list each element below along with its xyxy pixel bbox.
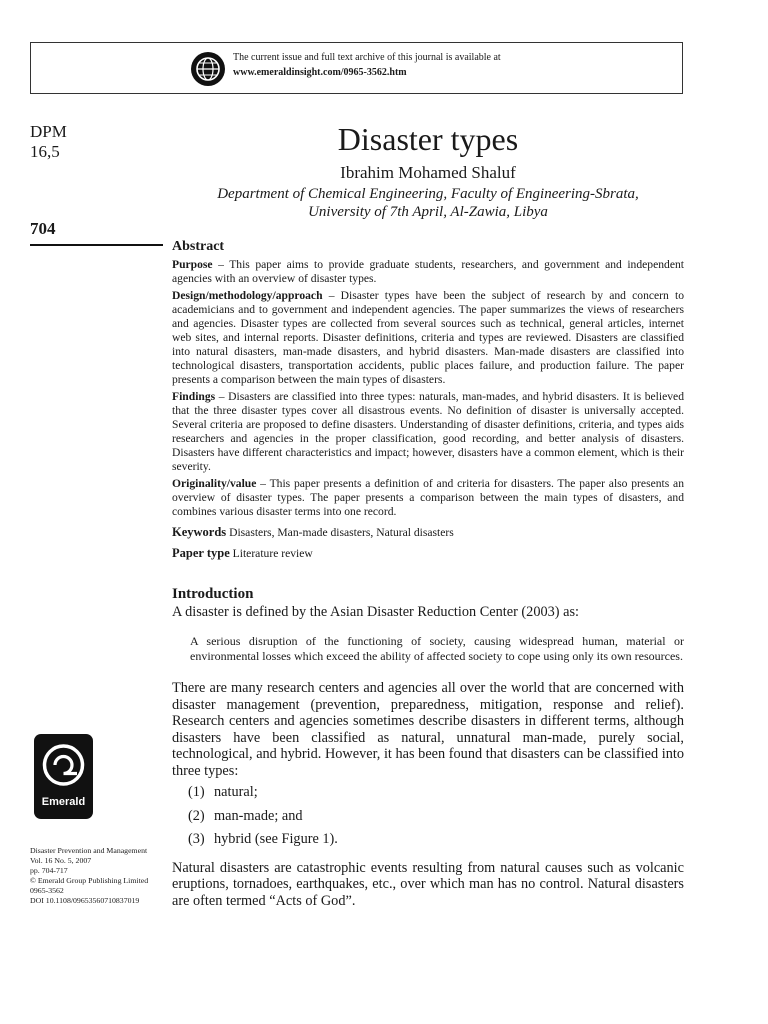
list-number: (3) xyxy=(188,831,205,847)
disaster-type-list xyxy=(188,784,684,848)
purpose-label: Purpose xyxy=(172,258,213,271)
body-paragraph-2: Natural disasters are catastrophic events resulting from natural causes such as volcanic eruptions, tornadoes, earthquakes, etc., over which man has no control. Natural disasters are often termed “Acts of God”. xyxy=(172,859,684,909)
intro-paragraph: A disaster is defined by the Asian Disaster Reduction Center (2003) as: xyxy=(172,603,579,620)
author-affiliation xyxy=(172,185,684,221)
page-number-rule xyxy=(30,244,163,246)
keywords-label: Keywords xyxy=(172,525,227,539)
page-number: 704 xyxy=(30,219,56,238)
publication-info xyxy=(30,846,148,906)
design-text: – Disaster types have been the subject of research by and concern to academicians and to government and independent agencies. The paper summarizes the views of researchers and agencies. Disaster types are collected from several sources such as technical, general articles, internet web sites, and internal reports. Disaster definitions, criteria and types are reviewed. Disasters are classified into natural disasters, man-made disasters, and hybrid disasters. Man-made disasters are classified into technological disasters, transportation accidents, public places failure, and production failure. The paper presents a comparison between the main types of disasters. xyxy=(172,289,684,386)
list-number: (2) xyxy=(188,807,205,824)
affiliation-line-1: Department of Chemical Engineering, Faculty of Engineering-Sbrata, xyxy=(217,186,639,202)
pub-volume: Vol. 16 No. 5, 2007 xyxy=(30,856,92,865)
archive-notice: The current issue and full text archive of this journal is available at xyxy=(233,52,501,63)
findings-label: Findings xyxy=(172,390,216,403)
pub-copyright: © Emerald Group Publishing Limited xyxy=(30,876,149,885)
paper-type-label: Paper type xyxy=(172,546,230,560)
abstract-findings xyxy=(172,390,684,474)
findings-text: – Disasters are classified into three types: naturals, man-mades, and hybrid disasters. It is believed that the three disaster types cover all disastrous events. No definition of disaster is universally accepted. Several criteria are proposed to define disasters. Understanding of disaster definitions, criteria, and types aids researchers and agencies in the proper classification, good recording, and better analysis of disasters. Disasters have different characteristics and impact; however, disasters have a common element, which is their severity. xyxy=(172,390,684,473)
abstract xyxy=(172,240,684,564)
body-paragraph-1: There are many research centers and agencies all over the world that are concerned with disaster management (prevention, preparedness, mitigation, response and relief). Research centers and agencies sometimes describe disasters in different terms, although disasters have been classified as natural, unnatural man-made, purely social, technological, and hybrid. However, it has been found that disasters can be classified into three types: xyxy=(172,680,684,779)
abstract-paper-type xyxy=(172,546,684,561)
originality-text: – This paper presents a definition of and criteria for disasters. The paper also presents an overview of disaster types. The paper presents a comparison between the main types of disasters, and combines various disaster terms into one record. xyxy=(172,477,684,518)
abstract-design xyxy=(172,289,684,387)
author-name: Ibrahim Mohamed Shaluf xyxy=(340,163,516,182)
section-heading: Introduction xyxy=(172,586,254,602)
list-text: hybrid (see Figure 1). xyxy=(214,831,338,847)
journal-banner xyxy=(30,42,683,94)
list-text: natural; xyxy=(214,784,258,800)
list-number: (1) xyxy=(188,784,205,800)
design-label: Design/methodology/approach xyxy=(172,289,323,302)
journal-code: DPM xyxy=(30,122,67,141)
abstract-keywords xyxy=(172,525,684,540)
definition-quote: A serious disruption of the functioning of society, causing widespread human, material or environmental losses which exceed the ability of affected society to cope using only its own resources. xyxy=(190,634,684,663)
article-body xyxy=(172,586,684,909)
affiliation-line-2: University of 7th April, Al-Zawia, Libya xyxy=(308,204,548,220)
journal-abbreviation xyxy=(30,122,67,162)
list-text: man-made; and xyxy=(214,807,303,824)
abstract-purpose xyxy=(172,258,684,286)
paper-type-text: Literature review xyxy=(229,547,313,560)
pub-doi: DOI 10.1108/09653560710837019 xyxy=(30,896,140,905)
abstract-originality xyxy=(172,477,684,519)
pub-pages: pp. 704-717 xyxy=(30,866,68,875)
pub-issn: 0965-3562 xyxy=(30,886,64,895)
purpose-text: – This paper aims to provide graduate students, researchers, and government and independent agencies with an overview of disaster types. xyxy=(172,258,684,285)
list-item xyxy=(188,808,684,825)
pub-journal: Disaster Prevention and Management xyxy=(30,846,148,855)
originality-label: Originality/value xyxy=(172,477,257,490)
journal-url-link[interactable]: www.emeraldinsight.com/0965-3562.htm xyxy=(233,67,407,78)
emerald-globe-icon xyxy=(191,52,225,86)
list-item xyxy=(188,784,684,801)
list-item xyxy=(188,831,684,848)
emerald-logo xyxy=(34,734,93,819)
abstract-heading: Abstract xyxy=(172,239,225,254)
emerald-wordmark: Emerald xyxy=(41,796,86,808)
paper-title: Disaster types xyxy=(337,121,519,157)
volume-issue: 16,5 xyxy=(30,142,60,161)
emerald-e-icon xyxy=(34,734,93,796)
keywords-text: Disasters, Man-made disasters, Natural disasters xyxy=(226,526,454,539)
